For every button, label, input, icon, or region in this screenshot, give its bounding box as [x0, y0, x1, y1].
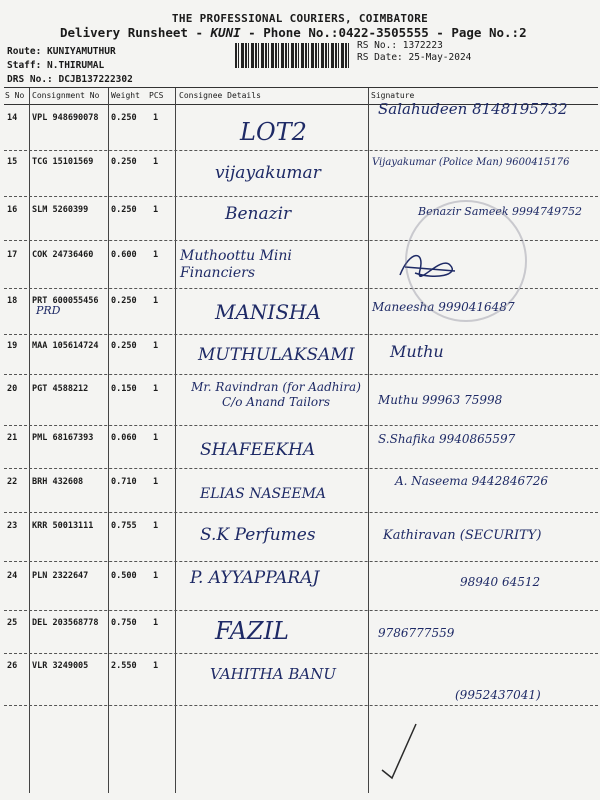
row-consignee: Mr. Ravindran (for Aadhira) C/o Anand Tailors — [191, 380, 361, 409]
row-pcs: 1 — [153, 618, 159, 628]
row-divider — [4, 705, 598, 706]
row-signature: Salahudeen 8148195732 — [378, 100, 568, 118]
row-divider — [4, 653, 598, 654]
row-signature: S.Shafika 9940865597 — [378, 432, 516, 446]
row-consignment: PML 68167393 — [32, 433, 94, 443]
drs-label: DRS No.: DCJB137222302 — [7, 74, 133, 85]
runsheet-subtitle — [60, 25, 527, 40]
company-title: THE PROFESSIONAL COURIERS, COIMBATORE — [171, 12, 429, 25]
row-pcs: 1 — [153, 661, 159, 671]
row-pcs: 1 — [153, 205, 159, 215]
subtitle-branch: KUNI — [210, 25, 241, 40]
row-consignment: COK 24736460 — [32, 250, 94, 260]
row-consignee: LOT2 — [240, 118, 307, 146]
col-divider — [175, 88, 176, 793]
row-divider — [4, 374, 598, 375]
row-sno: 25 — [7, 618, 18, 628]
col-header-signature: Signature — [371, 91, 415, 100]
row-pcs: 1 — [153, 341, 159, 351]
row-divider — [4, 610, 598, 611]
row-divider — [4, 512, 598, 513]
row-divider — [4, 425, 598, 426]
row-consignee: vijayakumar — [215, 163, 321, 183]
row-sno: 24 — [7, 571, 18, 581]
barcode — [235, 43, 350, 68]
row-pcs: 1 — [153, 113, 159, 123]
row-consignment: BRH 432608 — [32, 477, 84, 487]
col-header-weight: Weight — [111, 91, 140, 100]
row-consignment: SLM 5260399 — [32, 205, 89, 215]
row-consignment: KRR 50013111 — [32, 521, 94, 531]
row-divider — [4, 150, 598, 151]
row-signature: 9786777559 — [378, 626, 455, 640]
row-sno: 16 — [7, 205, 18, 215]
row-pcs: 1 — [153, 521, 159, 531]
row-divider — [4, 468, 598, 469]
row-sno: 26 — [7, 661, 18, 671]
row-sno: 19 — [7, 341, 18, 351]
row-consignee: ELIAS NASEEMA — [200, 486, 327, 502]
checkmark-scribble — [380, 720, 420, 780]
row-divider — [4, 196, 598, 197]
row-pcs: 1 — [153, 384, 159, 394]
row-pcs: 1 — [153, 571, 159, 581]
row-signature: Maneesha 9990416487 — [372, 300, 515, 314]
row-pcs: 1 — [153, 477, 159, 487]
col-header-sno: S No — [5, 91, 25, 100]
col-divider — [108, 88, 109, 793]
row-pcs: 1 — [153, 296, 159, 306]
row-weight: 0.250 — [111, 341, 137, 351]
row-weight: 0.710 — [111, 477, 137, 487]
row-sno: 14 — [7, 113, 18, 123]
row-consignee: FAZIL — [215, 617, 289, 645]
row-consignment: PLN 2322647 — [32, 571, 89, 581]
row-weight: 0.500 — [111, 571, 137, 581]
row-weight: 0.250 — [111, 157, 137, 167]
row-weight: 0.250 — [111, 205, 137, 215]
col-header-consignment: Consignment No — [32, 91, 100, 100]
row-sno: 15 — [7, 157, 18, 167]
row-weight: 0.250 — [111, 113, 137, 123]
row-consignment: VPL 948690078 — [32, 113, 99, 123]
row-consignee: VAHITHA BANU — [210, 665, 336, 683]
row-sno: 22 — [7, 477, 18, 487]
row-signature: A. Naseema 9442846726 — [395, 474, 549, 488]
row-consignment: DEL 203568778 — [32, 618, 99, 628]
col-divider — [368, 88, 369, 793]
row-weight: 0.600 — [111, 250, 137, 260]
row-pcs: 1 — [153, 250, 159, 260]
row-pcs: 1 — [153, 433, 159, 443]
row-divider — [4, 334, 598, 335]
row-sno: 20 — [7, 384, 18, 394]
row-consignment: VLR 3249005 — [32, 661, 89, 671]
row-consignment: TCG 15101569 — [32, 157, 94, 167]
row-consignee: S.K Perfumes — [200, 525, 316, 545]
row-divider — [4, 561, 598, 562]
row-sno: 17 — [7, 250, 18, 260]
row-weight: 0.755 — [111, 521, 137, 531]
row-weight: 0.060 — [111, 433, 137, 443]
row-signature: Muthu 99963 75998 — [378, 393, 503, 407]
row-pcs: 1 — [153, 157, 159, 167]
row-signature: Vijayakumar (Police Man) 9600415176 — [372, 157, 570, 168]
rs-date: RS Date: 25-May-2024 — [357, 52, 472, 63]
col-divider — [29, 88, 30, 793]
subtitle-phone: - Phone No.:0422-3505555 - Page No.:2 — [240, 25, 527, 40]
row-sno: 18 — [7, 296, 18, 306]
row-consignee: MUTHULAKSAMI — [198, 345, 355, 365]
row-consignment: PGT 4588212 — [32, 384, 89, 394]
col-header-pcs: PCS — [149, 91, 164, 100]
row-weight: 0.750 — [111, 618, 137, 628]
table-top-rule — [4, 87, 598, 88]
row-signature: 98940 64512 — [460, 575, 541, 589]
row-signature: Kathiravan (SECURITY) — [383, 528, 542, 543]
row-weight: 0.150 — [111, 384, 137, 394]
row-signature: Muthu — [390, 342, 444, 361]
row-weight: 2.550 — [111, 661, 137, 671]
row-consignee: Benazir — [225, 204, 292, 224]
row-consignee: P. AYYAPPARAJ — [190, 568, 320, 588]
staff-label: Staff: N.THIRUMAL — [7, 60, 105, 71]
row-sno: 21 — [7, 433, 18, 443]
col-header-consignee: Consignee Details — [179, 91, 261, 100]
row-signature: Benazir Sameek 9994749752 — [418, 205, 582, 218]
route-label: Route: KUNIYAMUTHUR — [7, 46, 116, 57]
row-consignment: PRT 600055456 — [32, 296, 99, 306]
row-consignee: SHAFEEKHA — [200, 440, 316, 460]
row-signature: (9952437041) — [455, 688, 541, 702]
office-stamp — [405, 200, 527, 322]
row-consignment: MAA 105614724 — [32, 341, 99, 351]
rs-no: RS No.: 1372223 — [357, 40, 443, 51]
row-sno: 23 — [7, 521, 18, 531]
row-consignee: Muthoottu Mini Financiers — [180, 248, 292, 281]
row-note: PRD — [36, 304, 61, 317]
row-weight: 0.250 — [111, 296, 137, 306]
subtitle-prefix: Delivery Runsheet - — [60, 25, 211, 40]
row-consignee: MANISHA — [215, 300, 321, 324]
